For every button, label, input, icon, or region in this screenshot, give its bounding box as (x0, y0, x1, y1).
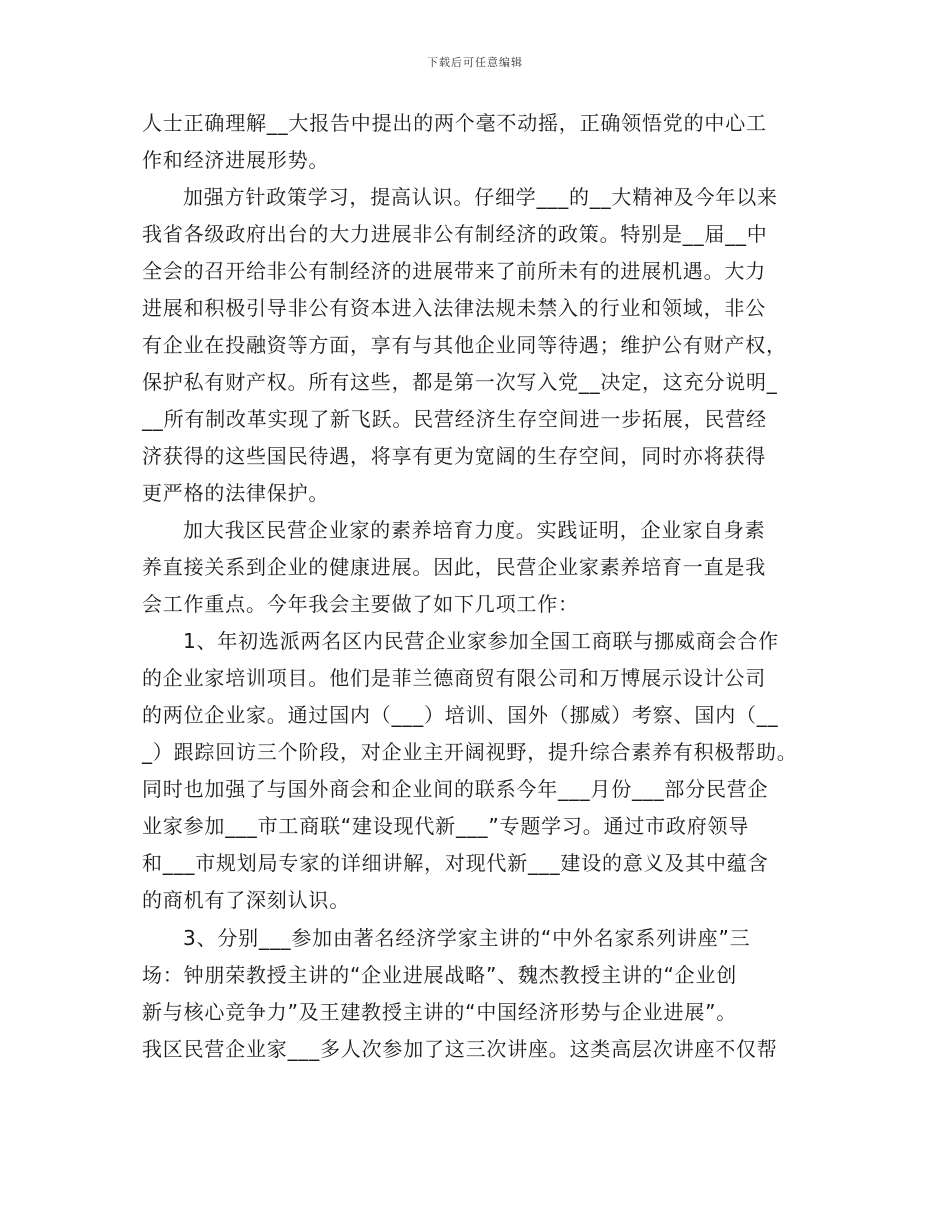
text-line: 的商机有了深刻认识。 (142, 888, 350, 912)
text-line: 我区民营企业家___多人次参加了这三次讲座。这类高层次讲座不仅帮 (142, 1037, 778, 1061)
text-line: 养直接关系到企业的健康进展。因此，民营企业家素养培育一直是我 (142, 555, 766, 579)
document-body (142, 110, 842, 1073)
text-line: 更严格的法律保护。 (142, 481, 330, 505)
text-line: 业家参加___市工商联“建设现代新___”专题学习。通过市政府领导 (142, 814, 750, 838)
text-line: 作和经济进展形势。 (142, 148, 330, 172)
text-line: 会工作重点。今年我会主要做了如下几项工作： (142, 592, 579, 616)
paragraph-start-line: 加大我区民营企业家的素养培育力度。实践证明，企业家自身素 (183, 518, 766, 542)
text-line: _）跟踪回访三个阶段，对企业主开阔视野，提升综合素养有积极帮助。 (142, 740, 798, 764)
text-line: 的两位企业家。通过国内（___）培训、国外（挪威）考察、国内（__ (142, 703, 779, 727)
text-line: 新与核心竞争力”及王建教授主讲的“中国经济形势与企业进展”。 (142, 1000, 738, 1024)
text-line: 有企业在投融资等方面，享有与其他企业同等待遇；维护公有财产权， (142, 333, 787, 357)
text-line: 全会的召开给非公有制经济的进展带来了前所未有的进展机遇。大力 (142, 259, 766, 283)
text-line: 场：钟朋荣教授主讲的“企业进展战略”、魏杰教授主讲的“企业创 (142, 963, 738, 987)
text-line: 和___市规划局专家的详细讲解，对现代新___建设的意义及其中蕴含 (142, 851, 769, 875)
text-line: 人士正确理解__大报告中提出的两个毫不动摇，正确领悟党的中心工 (142, 111, 767, 135)
text-line: 我省各级政府出台的大力进展非公有制经济的政策。特别是__届__中 (142, 222, 768, 246)
text-line: 济获得的这些国民待遇，将享有更为宽阔的生存空间，同时亦将获得 (142, 444, 766, 468)
paragraph-start-line: 3、分别___参加由著名经济学家主讲的“中外名家系列讲座”三 (183, 926, 751, 950)
paragraph-start-line: 1、年初选派两名区内民营企业家参加全国工商联与挪威商会合作 (183, 629, 779, 653)
text-line: 保护私有财产权。所有这些，都是第一次写入党__决定，这充分说明_ (142, 370, 778, 394)
page-header: 下载后可任意编辑 (427, 56, 523, 69)
text-line: 进展和积极引导非公有资本进入法律法规未禁入的行业和领域，非公 (142, 296, 766, 320)
text-line: __所有制改革实现了新飞跃。民营经济生存空间进一步拓展，民营经 (142, 407, 767, 431)
paragraph-start-line: 加强方针政策学习，提高认识。仔细学___的__大精神及今年以来 (183, 185, 778, 209)
text-line: 的企业家培训项目。他们是菲兰德商贸有限公司和万博展示设计公司 (142, 666, 766, 690)
text-line: 同时也加强了与国外商会和企业间的联系今年___月份___部分民营企 (142, 777, 769, 801)
